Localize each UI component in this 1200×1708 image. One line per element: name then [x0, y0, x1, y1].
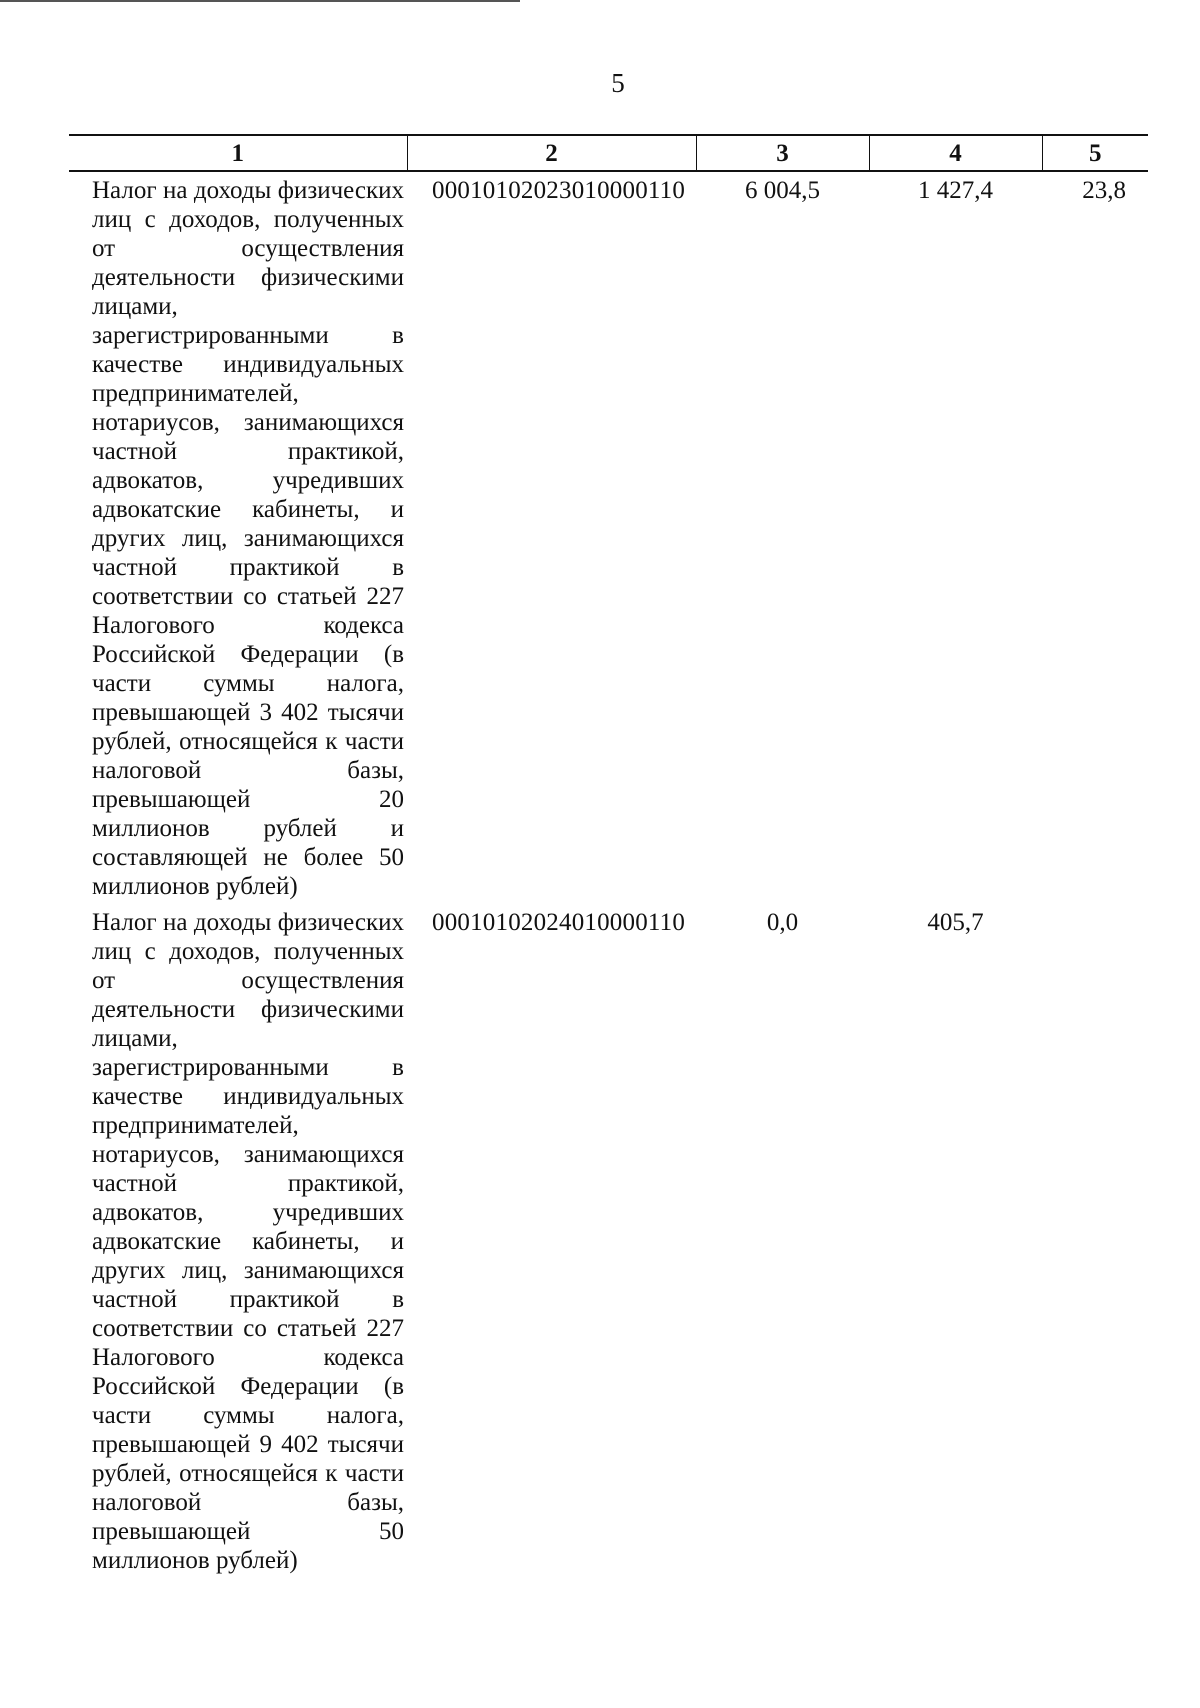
column-header-2: 2 — [407, 135, 696, 171]
row-value-col3: 0,0 — [766, 909, 799, 936]
row-budget-code: 00010102024010000110 — [432, 909, 686, 936]
column-header-3: 3 — [696, 135, 869, 171]
row-value-col5: 23,8 — [1082, 177, 1126, 204]
row-value-col3: 6 004,5 — [745, 177, 820, 204]
row-value-col5 — [1042, 904, 1148, 1578]
row-budget-code: 00010102023010000110 — [432, 177, 686, 204]
column-header-1: 1 — [69, 135, 407, 171]
scan-edge-line — [0, 0, 520, 2]
row-description: Налог на доходы физических лиц с доходов, полученных от осуществления деятельности физическими лицами, зарегистрированными в качестве индивидуальных предпринимателей, нотариусов, занимающихся частной практикой, адвокатов, учредивших адвокатские кабинеты, и других лиц, занимающихся частной практикой в соответствии со статьей 227 Налогового кодекса Российской Федерации (в части суммы налога, превышающей 9 402 тысячи рублей, относящейся к части налоговой базы, превышающей 50 миллионов рублей) — [92, 909, 404, 1574]
table-header-row — [69, 135, 1148, 171]
data-table — [69, 134, 1148, 1578]
row-description: Налог на доходы физических лиц с доходов, полученных от осуществления деятельности физическими лицами, зарегистрированными в качестве индивидуальных предпринимателей, нотариусов, занимающихся частной практикой, адвокатов, учредивших адвокатские кабинеты, и других лиц, занимающихся частной практикой в соответствии со статьей 227 Налогового кодекса Российской Федерации (в части суммы налога, превышающей 3 402 тысячи рублей, относящейся к части налоговой базы, превышающей 20 миллионов рублей и составляющей не более 50 миллионов рублей) — [92, 177, 404, 900]
row-value-col4: 405,7 — [927, 909, 984, 936]
column-header-4: 4 — [869, 135, 1042, 171]
row-value-col4: 1 427,4 — [918, 177, 993, 204]
page-number: 5 — [611, 68, 625, 98]
table-row — [69, 904, 1148, 1578]
table-row — [69, 171, 1148, 904]
column-header-5: 5 — [1042, 135, 1148, 171]
